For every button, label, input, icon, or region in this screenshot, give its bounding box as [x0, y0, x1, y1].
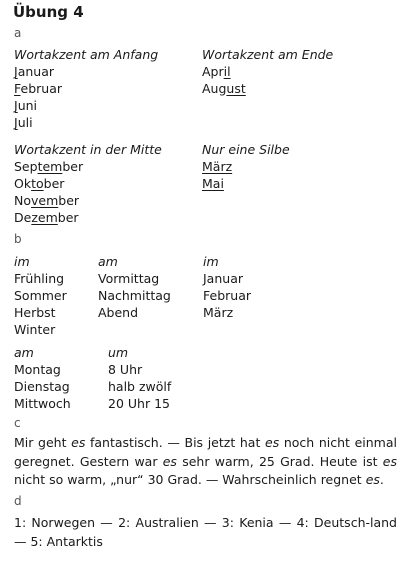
word-part: Aug: [202, 81, 227, 96]
time-expression: Herbst: [14, 305, 56, 320]
time-expression: 8 Uhr: [108, 362, 143, 377]
month-word: [14, 63, 62, 80]
prep-column-b1-1: [14, 253, 67, 338]
text-run: .: [379, 472, 384, 487]
word-part: Ok: [14, 176, 32, 191]
word-part: ber: [62, 159, 84, 174]
exercise-title: Übung 4: [13, 3, 84, 21]
section-letter-b: b: [14, 232, 22, 246]
prep-heading: im: [14, 254, 30, 269]
stressed-syllable: J: [14, 98, 18, 113]
word-list-ende: [202, 63, 246, 97]
time-expression: Januar: [203, 271, 243, 286]
prep-heading: um: [108, 345, 129, 360]
time-expression: 20 Uhr 15: [108, 396, 170, 411]
time-expression: Dienstag: [14, 379, 70, 394]
prep-column-b1-2: [98, 253, 171, 321]
word-part: ber: [58, 193, 80, 208]
word-part: ber: [43, 176, 65, 191]
pronoun-es: es: [265, 435, 280, 450]
pronoun-es: es: [71, 435, 86, 450]
text-run: sehr warm, 25 Grad. Heute ist: [176, 453, 383, 469]
paragraph-c: [14, 434, 397, 490]
month-word: [202, 80, 246, 97]
month-word: [202, 175, 232, 192]
time-expression: Vormittag: [98, 271, 160, 286]
text-run: nicht so warm, „nur“ 30 Grad. — Wahrscheinlich regnet: [14, 472, 366, 487]
pronoun-es: es: [382, 453, 397, 469]
time-expression: Frühling: [14, 271, 65, 286]
time-expression: Februar: [203, 288, 251, 303]
heading-wortakzent-ende: Wortakzent am Ende: [202, 47, 334, 62]
prep-column-b2-1: [14, 344, 71, 412]
month-word: [202, 63, 246, 80]
word-part: No: [14, 193, 31, 208]
month-word: [202, 158, 232, 175]
word-list-mitte: [14, 158, 83, 226]
month-word: [14, 114, 62, 131]
stressed-syllable: ust: [226, 81, 246, 96]
word-part: Sep: [14, 159, 38, 174]
stressed-syllable: zem: [31, 210, 58, 225]
stressed-syllable: tem: [37, 159, 63, 174]
text-run: Mir geht: [14, 435, 72, 450]
prep-heading: im: [203, 254, 219, 269]
word-part: ebruar: [20, 81, 63, 96]
word-part: ber: [57, 210, 79, 225]
stressed-syllable: J: [14, 64, 18, 79]
section-letter-d: d: [14, 494, 22, 508]
heading-nur-eine-silbe: Nur eine Silbe: [202, 142, 290, 157]
text-run: noch nicht einmal geregnet. Gestern war: [14, 435, 397, 469]
time-expression: Abend: [98, 305, 139, 320]
word-part: anuar: [17, 64, 54, 79]
prep-heading: am: [14, 345, 34, 360]
pronoun-es: es: [162, 453, 177, 469]
word-list-silbe: [202, 158, 232, 192]
paragraph-d: 1: Norwegen — 2: Australien — 3: Kenia — 4: Deutsch-land — 5: Antarktis: [14, 515, 397, 549]
time-expression: Mittwoch: [14, 396, 71, 411]
heading-wortakzent-mitte: Wortakzent in der Mitte: [14, 142, 162, 157]
word-list-anfang: [14, 63, 62, 131]
time-expression: halb zwölf: [108, 379, 172, 394]
word-part: Apr: [202, 64, 224, 79]
prep-heading: am: [98, 254, 118, 269]
prep-column-b2-2: [108, 344, 171, 412]
stressed-syllable: Mai: [202, 176, 224, 191]
time-expression: Winter: [14, 322, 56, 337]
time-expression: Nachmittag: [98, 288, 171, 303]
month-word: [14, 209, 83, 226]
month-word: [14, 175, 83, 192]
stressed-syllable: F: [14, 81, 21, 96]
word-part: uli: [17, 115, 33, 130]
word-part: De: [14, 210, 32, 225]
word-part: uni: [17, 98, 38, 113]
stressed-syllable: März: [202, 159, 233, 174]
prep-column-b1-3: [203, 253, 251, 321]
pronoun-es: es: [365, 472, 380, 487]
stressed-syllable: J: [14, 115, 18, 130]
time-expression: Sommer: [14, 288, 67, 303]
stressed-syllable: il: [223, 64, 231, 79]
month-word: [14, 80, 62, 97]
text-run: fantastisch. — Bis jetzt hat: [85, 435, 265, 450]
stressed-syllable: vem: [31, 193, 59, 208]
section-letter-a: a: [14, 26, 22, 40]
stressed-syllable: to: [31, 176, 44, 191]
month-word: [14, 97, 62, 114]
heading-wortakzent-anfang: Wortakzent am Anfang: [14, 47, 159, 62]
time-expression: März: [203, 305, 234, 320]
section-letter-c: c: [14, 416, 21, 430]
month-word: [14, 192, 83, 209]
month-word: [14, 158, 83, 175]
time-expression: Montag: [14, 362, 61, 377]
